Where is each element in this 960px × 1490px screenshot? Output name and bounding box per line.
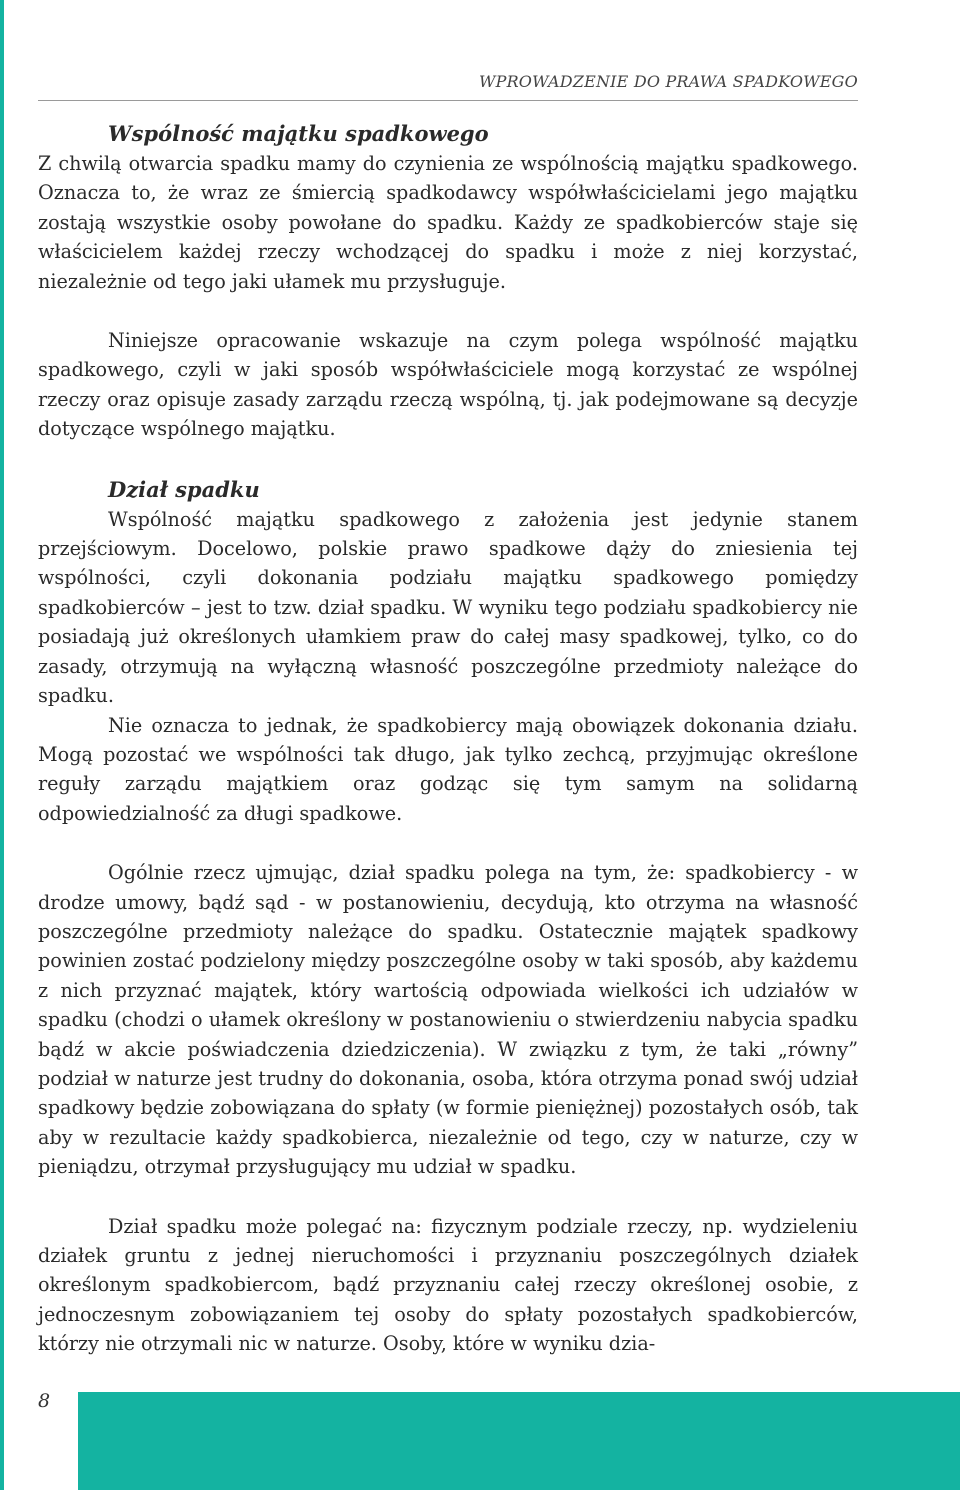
page-number: 8 [38,1390,51,1412]
paragraph-4: Nie oznacza to jednak, że spadkobiercy mają obowiązek dokonania działu. Mogą pozostać we wspólności tak długo, jak tylko zechcą, przyjmując określone reguły zarządu majątkiem oraz godząc się tym samym na solidarną odpowiedzialność za długi spadkowe. [38,713,858,825]
running-head: WPROWADZENIE DO PRAWA SPADKOWEGO [478,72,858,91]
paragraph-1: Z chwilą otwarcia spadku mamy do czynienia ze wspólnością majątku spadkowego. Oznacza to, że wraz ze śmiercią spadkodawcy współwłaścicielami jego majątku zostają wszystkie osoby powołane do spadku. Każdy ze spadkobierców staje się właścicielem każdej rzeczy wchodzącej do spadku i może z niej korzystać, niezależnie od tego jaki ułamek mu przysługuje. [38,152,858,293]
header-rule [38,100,858,101]
left-accent-bar [0,0,4,1490]
paragraph-2: Niniejsze opracowanie wskazuje na czym polega wspólność majątku spadkowego, czyli w jaki sposób współwłaściciele mogą korzystać ze wspólnej rzeczy oraz opisuje zasady zarządu rzeczą wspólną, tj. jak podejmowane są decyzje dotyczące wspólnego majątku. [38,329,858,441]
paragraph-6: Dział spadku może polegać na: fizycznym podziale rzeczy, np. wydzieleniu działek gruntu z jednej nieruchomości i przyznaniu poszczególnych działek określonym spadkobiercom, bądź przyznaniu całej rzeczy określonej osobie, z jednoczesnym zobowiązaniem tej osoby do spłaty pozostałych spadkobierców, którzy nie otrzymali nic w naturze. Osoby, które w wyniku dzia- [38,1214,858,1356]
section-heading-wspolnosc: Wspólność majątku spadkowego [108,121,489,146]
section-heading-dzial: Dział spadku [108,476,260,502]
paragraph-5: Ogólnie rzecz ujmując, dział spadku polega na tym, że: spadkobiercy - w drodze umowy, bądź sąd - w postanowieniu, decydują, kto otrzyma na własność poszczególne przedmioty należące do spadku. Ostatecznie majątek spadkowy powinien zostać podzielony między poszczególne osoby w taki sposób, aby każdemu z nich przyznać majątek, który wartością odpowiada wielkości ich udziałów w spadku (chodzi o ułamek określony w postanowieniu o stwierdzeniu nabycia spadku bądź w akcie poświadczenia dziedziczenia). W związku z tym, że taki „równy” podział w naturze jest trudny do dokonania, osoba, która otrzyma ponad swój udział spadkowy będzie zobowiązana do spłaty (w formie pieniężnej) pozostałych osób, tak aby w rezultacie każdy spadkobierca, niezależnie od tego, czy w naturze, czy w pieniądzu, otrzymał przysługujący mu udział w spadku. [38,861,858,1179]
page-body [38,118,858,1359]
bottom-accent-bar [78,1392,960,1490]
paragraph-3: Wspólność majątku spadkowego z założenia jest jedynie stanem przejściowym. Docelowo, polskie prawo spadkowe dąży do zniesienia tej wspólności, czyli dokonania podziału majątku spadkowego pomiędzy spadkobierców – jest to tzw. dział spadku. W wyniku tego podziału spadkobiercy nie posiadają już określonych ułamkiem praw do całej masy spadkowej, tylko, co do zasady, otrzymują na wyłączną własność poszczególne przedmioty należące do spadku. [38,507,858,708]
